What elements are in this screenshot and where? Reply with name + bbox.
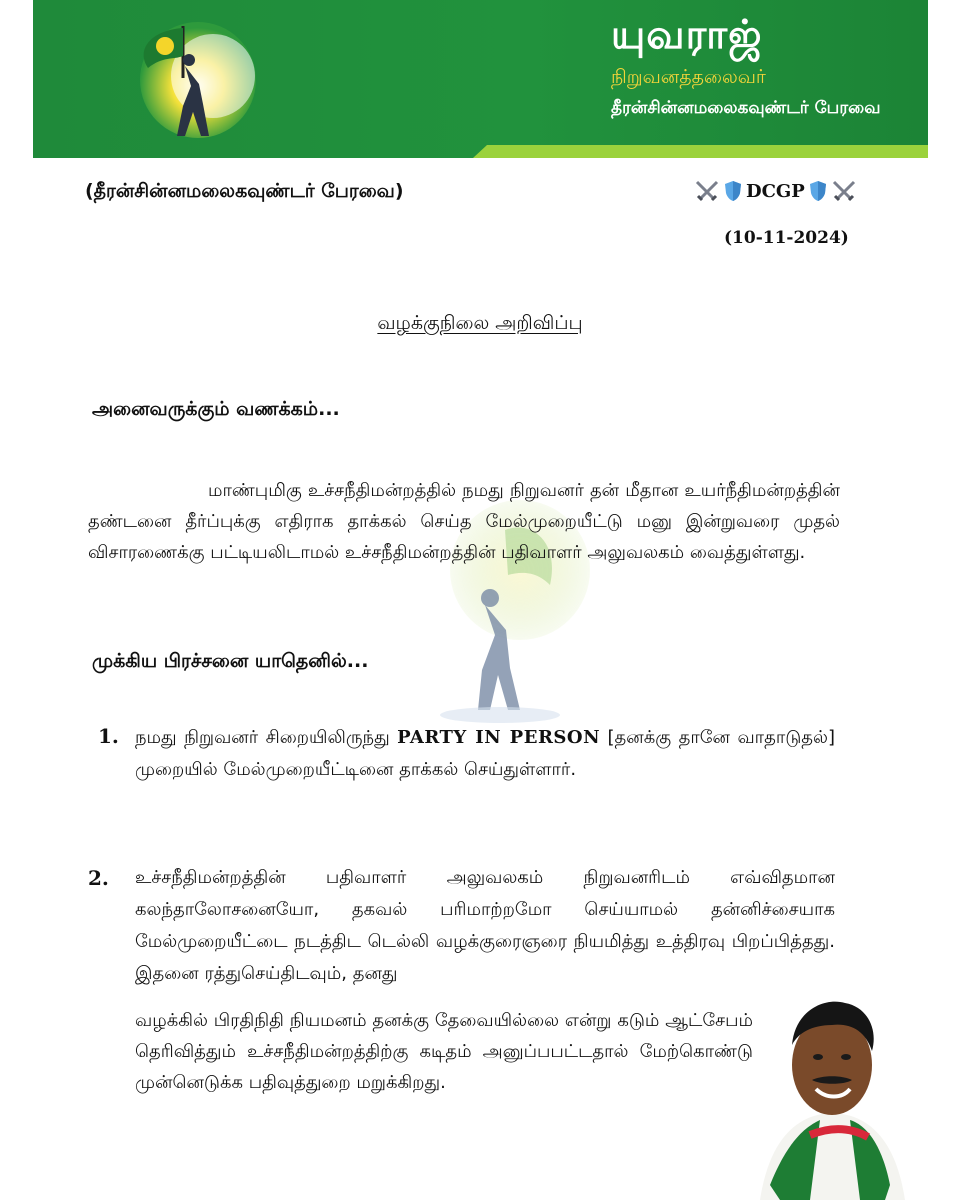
leader-portrait (750, 985, 910, 1200)
list-item-text: [தனக்கு தானே வாதாடுதல்] முறையில் மேல்முறையீட்டினை தாக்கல் செய்துள்ளார். (135, 727, 835, 780)
list-item (135, 722, 835, 786)
list-item-number: 1. (98, 724, 119, 748)
crossed-swords-icon (831, 180, 857, 202)
list-item-text: நமது நிறுவனர் சிறையிலிருந்து (135, 727, 398, 748)
crossed-swords-icon (694, 180, 720, 202)
shield-icon (809, 180, 827, 202)
notice-date: (10-11-2024) (724, 228, 849, 248)
intro-paragraph (88, 475, 840, 568)
list-item: உச்சநீதிமன்றத்தின் பதிவாளர் அலுவலகம் நிறுவனரிடம் எவ்விதமான கலந்தாலோசனையோ, தகவல் பரிமாற்றமோ செய்யாமல் தன்னிச்சையாக மேல்முறையீட்டை நடத்திட டெல்லி வழக்குரைஞரை நியமித்து உத்திரவு பிறப்பித்தது. இதனை ரத்துசெய்திடவும், தனது (135, 867, 835, 984)
greeting: அனைவருக்கும் வணக்கம்... (92, 398, 340, 420)
leader-name: யுவராஜ் (611, 12, 763, 58)
leader-role: நிறுவனத்தலைவர் (611, 66, 766, 88)
list-item-continuation: வழக்கில் பிரதிநிதி நியமனம் தனக்கு தேவையில்லை என்று கடும் ஆட்சேபம் தெரிவித்தும் உச்சநீதிமன்றத்திற்கு கடிதம் அனுப்பபட்டதால் மேற்கொண்டு முன்னெடுக்க பதிவுத்துறை மறுக்கிறது. (135, 1010, 753, 1093)
header-banner (33, 0, 928, 158)
notice-title (0, 312, 960, 337)
shield-icon (724, 180, 742, 202)
banner-stripe (473, 145, 928, 158)
intro-paragraph-text: மாண்புமிகு உச்சநீதிமன்றத்தில் நமது நிறுவனர் தன் மீதான உயர்நீதிமன்றத்தின் தண்டனை தீர்ப்புக்கு எதிராக தாக்கல் செய்த மேல்முறையீட்டு மனு இன்றுவரை முதல் விசாரணைக்கு பட்டியலிடாமல் உச்சநீதிமன்றத்தின் பதிவாளர் அலுவலகம் வைத்துள்ளது. (88, 480, 840, 563)
issue-heading: முக்கிய பிரச்சனை யாதெனில்... (92, 650, 369, 672)
list-item-number: 2. (88, 866, 109, 890)
list-item-emphasis: PARTY IN PERSON (397, 727, 601, 748)
notice-title-text: வழக்குநிலை அறிவிப்பு (377, 312, 583, 334)
organization-name: தீரன்சின்னமலைகவுண்டர் பேரவை (611, 98, 881, 118)
organization-label: (தீரன்சின்னமலைகவுண்டர் பேரவை) (85, 180, 404, 202)
badge-text: DCGP (746, 180, 805, 202)
dcgp-badge (694, 180, 857, 202)
logo-emblem (113, 8, 273, 148)
